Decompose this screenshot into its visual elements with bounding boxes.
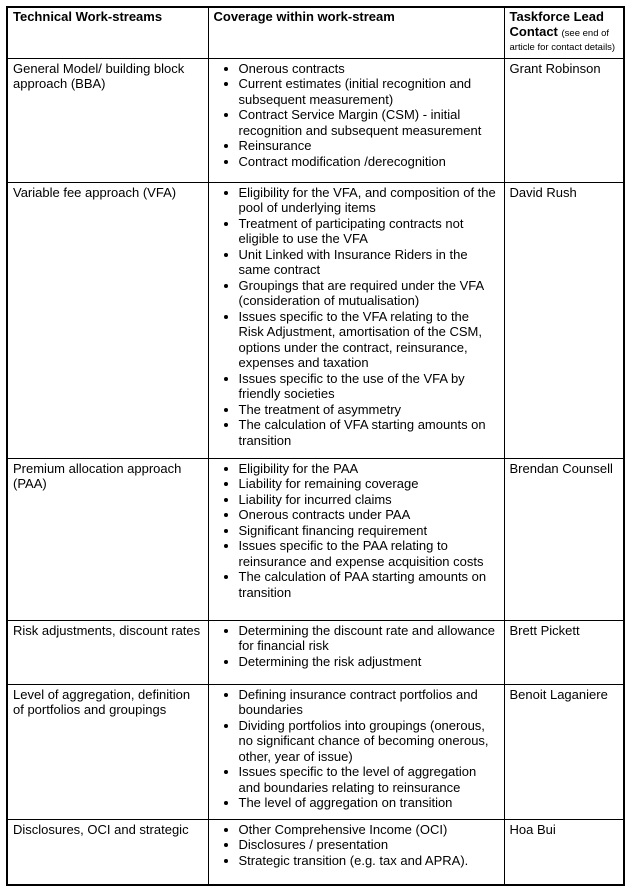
coverage-list xyxy=(209,461,498,601)
table-row xyxy=(7,182,624,458)
coverage-item: • Determining the risk adjustment xyxy=(239,654,498,670)
coverage-cell xyxy=(208,819,504,885)
workstream-cell xyxy=(7,620,208,684)
header-lead-note: (see end of article for contact details) xyxy=(509,27,616,53)
coverage-item: • Defining insurance contract portfolios and boundaries xyxy=(239,687,498,718)
table-row xyxy=(7,620,624,684)
coverage-item: • Contract Service Margin (CSM) - initial recognition and subsequent measurement xyxy=(239,107,498,138)
coverage-item: • Eligibility for the PAA xyxy=(239,461,498,477)
workstream-label: Risk adjustments, discount rates xyxy=(13,622,201,638)
coverage-cell xyxy=(208,182,504,458)
coverage-item: • Issues specific to the level of aggregation and boundaries relating to reinsurance xyxy=(239,764,498,795)
workstream-cell xyxy=(7,458,208,620)
coverage-item: • Issues specific to the use of the VFA by friendly societies xyxy=(239,371,498,402)
coverage-list xyxy=(209,687,498,811)
lead-name: David Rush xyxy=(509,184,577,200)
coverage-list xyxy=(209,61,498,170)
workstream-label: Disclosures, OCI and strategic xyxy=(13,821,189,837)
workstream-cell xyxy=(7,819,208,885)
workstreams-table xyxy=(6,6,625,886)
lead-cell xyxy=(504,182,624,458)
coverage-item: • The calculation of VFA starting amounts on transition xyxy=(239,417,498,448)
coverage-list xyxy=(209,822,498,869)
workstream-label: General Model/ building block approach (BBA) xyxy=(13,60,185,91)
header-workstreams-label: Technical Work-streams xyxy=(13,9,163,24)
coverage-item: • The calculation of PAA starting amounts on transition xyxy=(239,569,498,600)
lead-name: Brendan Counsell xyxy=(509,460,613,476)
header-cell-coverage xyxy=(208,7,504,58)
workstream-cell xyxy=(7,684,208,819)
coverage-item: • The treatment of asymmetry xyxy=(239,402,498,418)
coverage-item: • Reinsurance xyxy=(239,138,498,154)
lead-cell xyxy=(504,458,624,620)
coverage-item: • Issues specific to the VFA relating to the Risk Adjustment, amortisation of the CSM, options under the contract, reinsurance, expenses and taxation xyxy=(239,309,498,371)
table-row xyxy=(7,458,624,620)
workstream-cell xyxy=(7,58,208,182)
workstream-label: Level of aggregation, definition of portfolios and groupings xyxy=(13,686,191,717)
lead-name: Hoa Bui xyxy=(509,821,556,837)
header-lead-label: Taskforce Lead Contact xyxy=(509,9,604,39)
coverage-item: • Disclosures / presentation xyxy=(239,837,498,853)
lead-cell xyxy=(504,819,624,885)
table-row xyxy=(7,58,624,182)
coverage-item: • Onerous contracts under PAA xyxy=(239,507,498,523)
header-coverage-label: Coverage within work-stream xyxy=(213,9,395,24)
coverage-item: • Determining the discount rate and allowance for financial risk xyxy=(239,623,498,654)
table-row xyxy=(7,684,624,819)
coverage-list xyxy=(209,623,498,670)
coverage-item: • Strategic transition (e.g. tax and APRA). xyxy=(239,853,498,869)
header-cell-lead xyxy=(504,7,624,58)
coverage-item: • Significant financing requirement xyxy=(239,523,498,539)
coverage-item: • Other Comprehensive Income (OCI) xyxy=(239,822,498,838)
coverage-cell xyxy=(208,684,504,819)
coverage-item: • Groupings that are required under the VFA (consideration of mutualisation) xyxy=(239,278,498,309)
coverage-item: • The level of aggregation on transition xyxy=(239,795,498,811)
lead-name: Brett Pickett xyxy=(509,622,580,638)
workstream-label: Variable fee approach (VFA) xyxy=(13,184,177,200)
coverage-item: • Issues specific to the PAA relating to reinsurance and expense acquisition costs xyxy=(239,538,498,569)
coverage-cell xyxy=(208,620,504,684)
coverage-cell xyxy=(208,458,504,620)
coverage-item: • Unit Linked with Insurance Riders in the same contract xyxy=(239,247,498,278)
lead-cell xyxy=(504,620,624,684)
lead-name: Benoit Laganiere xyxy=(509,686,608,702)
workstream-cell xyxy=(7,182,208,458)
coverage-item: • Dividing portfolios into groupings (onerous, no significant chance of becoming onerous, other, year of issue) xyxy=(239,718,498,765)
workstream-label: Premium allocation approach (PAA) xyxy=(13,460,182,491)
lead-cell xyxy=(504,58,624,182)
coverage-list xyxy=(209,185,498,449)
table-row xyxy=(7,819,624,885)
lead-name: Grant Robinson xyxy=(509,60,601,76)
lead-cell xyxy=(504,684,624,819)
header-cell-workstreams xyxy=(7,7,208,58)
coverage-cell xyxy=(208,58,504,182)
coverage-item: • Onerous contracts xyxy=(239,61,498,77)
coverage-item: • Eligibility for the VFA, and composition of the pool of underlying items xyxy=(239,185,498,216)
coverage-item: • Liability for incurred claims xyxy=(239,492,498,508)
coverage-item: • Treatment of participating contracts not eligible to use the VFA xyxy=(239,216,498,247)
coverage-item: • Contract modification /derecognition xyxy=(239,154,498,170)
coverage-item: • Liability for remaining coverage xyxy=(239,476,498,492)
coverage-item: • Current estimates (initial recognition and subsequent measurement) xyxy=(239,76,498,107)
header-row xyxy=(7,7,624,58)
